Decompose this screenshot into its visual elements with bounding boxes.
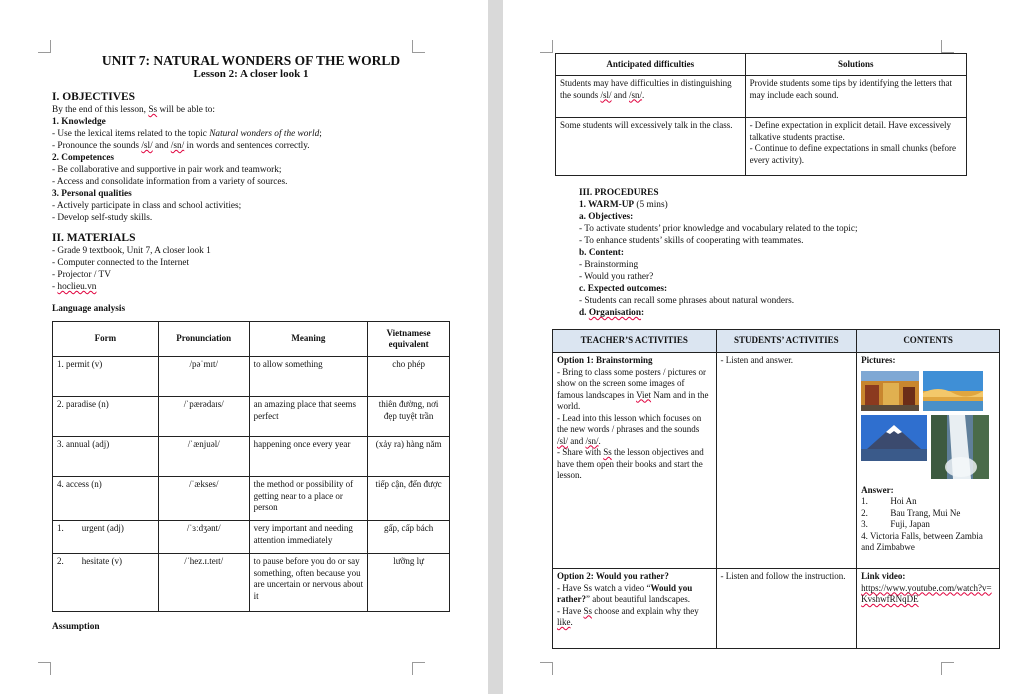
- column-header: STUDENTS’ ACTIVITIES: [716, 330, 857, 353]
- column-header: Solutions: [745, 54, 966, 76]
- table-row: [53, 477, 450, 521]
- form-cell: 4. access (n): [53, 477, 159, 521]
- competence-item: - Be collaborative and supportive in pair work and teamwork;: [52, 165, 282, 175]
- pronunciation-cell: /ˈhez.ɪ.teɪt/: [158, 554, 249, 612]
- vietnamese-cell: cho phép: [368, 357, 450, 397]
- answer-item: 4. Victoria Falls, between Zambia and Zimbabwe: [861, 530, 983, 552]
- meaning-cell: the method or possibility of getting near to a place or person: [249, 477, 368, 521]
- outcomes-subheading: c. Expected outcomes:: [579, 284, 668, 294]
- vietnamese-cell: gấp, cấp bách: [368, 521, 450, 554]
- pictures-label: Pictures:: [861, 355, 896, 365]
- meaning-cell: to allow something: [249, 357, 368, 397]
- knowledge-item: - Use the lexical items related to the topic Natural wonders of the world;: [52, 129, 322, 139]
- material-item: - hoclieu.vn: [52, 282, 97, 292]
- vietnamese-cell: lưỡng lự: [368, 554, 450, 612]
- difficulty-cell: Students may have difficulties in distinguishing the sounds /sl/ and /sn/.: [556, 76, 746, 118]
- language-analysis-table: [52, 321, 450, 612]
- left-page-content: [52, 53, 450, 633]
- meaning-cell: happening once every year: [249, 437, 368, 477]
- pronunciation-cell: /ˈækses/: [158, 477, 249, 521]
- table-header-row: [553, 330, 1000, 353]
- vietnamese-cell: tiếp cận, đến được: [368, 477, 450, 521]
- solution-cell: Provide students some tips by identifying the letters that may include each sound.: [745, 76, 966, 118]
- table-header-row: [53, 322, 450, 357]
- margin-corner-mark: [412, 40, 425, 53]
- column-header: Meaning: [249, 322, 368, 357]
- column-header: Form: [53, 322, 159, 357]
- margin-corner-mark: [540, 662, 553, 675]
- hoclieu-link[interactable]: hoclieu.vn: [57, 282, 97, 292]
- column-header: Vietnamese equivalent: [368, 322, 450, 357]
- solution-cell: - Define expectation in explicit detail. Have excessively talkative students practise. - Continue to define expectations in small chunks (before every activity).: [745, 118, 966, 176]
- column-header: Pronunciation: [158, 322, 249, 357]
- bau-trang-picture: [923, 371, 983, 411]
- meaning-cell: to pause before you do or say something, often because you are uncertain or nervous about it: [249, 554, 368, 612]
- margin-corner-mark: [941, 662, 954, 675]
- student-activity-cell: - Listen and answer.: [716, 353, 857, 569]
- outcome-item: - Students can recall some phrases about natural wonders.: [579, 296, 795, 306]
- fuji-picture: [861, 415, 927, 461]
- table-row: [53, 521, 450, 554]
- teacher-activity-cell: Option 2: Would you rather? - Have Ss watch a video “Would you rather?” about beautiful landscapes. - Have Ss choose and explain why they like.: [553, 569, 717, 649]
- margin-corner-mark: [412, 662, 425, 675]
- personal-qualities-heading: 3. Personal qualities: [52, 189, 132, 199]
- video-link[interactable]: https://www.youtube.com/watch?v=KvshwfRNqDE: [861, 582, 992, 604]
- knowledge-heading: 1. Knowledge: [52, 117, 106, 127]
- difficulty-cell: Some students will excessively talk in the class.: [556, 118, 746, 176]
- meaning-cell: an amazing place that seems perfect: [249, 397, 368, 437]
- vietnamese-cell: (xảy ra) hàng năm: [368, 437, 450, 477]
- material-item: - Grade 9 textbook, Unit 7, A closer look 1: [52, 246, 211, 256]
- student-activity-cell: - Listen and follow the instruction.: [716, 569, 857, 649]
- content-item: - Would you rather?: [579, 272, 654, 282]
- column-header: TEACHER’S ACTIVITIES: [553, 330, 717, 353]
- right-page-content: [552, 53, 992, 649]
- pronunciation-cell: /ˈænjuəl/: [158, 437, 249, 477]
- table-row: [553, 569, 1000, 649]
- material-item: - Projector / TV: [52, 270, 111, 280]
- materials-heading: II. MATERIALS: [52, 232, 136, 244]
- table-row: [556, 118, 967, 176]
- language-analysis-heading: Language analysis: [52, 304, 126, 314]
- pronunciation-cell: /ˈɜːdʒənt/: [158, 521, 249, 554]
- margin-corner-mark: [38, 40, 51, 53]
- answer-item: 2. Bau Trang, Mui Ne: [861, 507, 961, 518]
- form-cell: 1. urgent (adj): [53, 521, 159, 554]
- page-gutter: [488, 0, 503, 694]
- objectives-intro: By the end of this lesson, Ss will be able to:: [52, 105, 215, 115]
- form-cell: 1. permit (v): [53, 357, 159, 397]
- form-cell: 2. hesitate (v): [53, 554, 159, 612]
- pronunciation-cell: /pəˈmɪt/: [158, 357, 249, 397]
- form-cell: 2. paradise (n): [53, 397, 159, 437]
- answer-label: Answer:: [861, 484, 894, 495]
- table-row: [53, 554, 450, 612]
- pronunciation-cell: /ˈpærədaɪs/: [158, 397, 249, 437]
- contents-cell: [857, 569, 1000, 649]
- procedures-heading: III. PROCEDURES: [579, 188, 659, 198]
- material-item: - Computer connected to the Internet: [52, 258, 190, 268]
- objectives-subheading: a. Objectives:: [579, 212, 634, 222]
- teacher-activity-cell: Option 1: Brainstorming - Bring to class some posters / pictures or show on the screen some images of famous landscapes in Viet Nam and in the world. - Lead into this lesson which focuses on the new words / phrases and the sounds /sl/ and /sn/. - Share with Ss the lesson objectives and have them open their books and start the lesson.: [553, 353, 717, 569]
- personal-quality-item: - Develop self-study skills.: [52, 213, 153, 223]
- table-row: [556, 76, 967, 118]
- assumption-heading: Assumption: [52, 622, 100, 632]
- organisation-subheading: d. Organisation:: [579, 308, 645, 318]
- form-cell: 3. annual (adj): [53, 437, 159, 477]
- link-video-label: Link video:: [861, 571, 906, 581]
- personal-quality-item: - Actively participate in class and school activities;: [52, 201, 242, 211]
- unit-title: UNIT 7: NATURAL WONDERS OF THE WORLD: [101, 53, 401, 68]
- column-header: Anticipated difficulties: [556, 54, 746, 76]
- objectives-heading: I. OBJECTIVES: [52, 91, 136, 103]
- knowledge-item: - Pronounce the sounds /sl/ and /sn/ in words and sentences correctly.: [52, 141, 310, 151]
- difficulties-table: [555, 53, 967, 176]
- table-row: [53, 397, 450, 437]
- competences-heading: 2. Competences: [52, 153, 114, 163]
- content-subheading: b. Content:: [579, 248, 624, 258]
- objective-item: - To activate students’ prior knowledge and vocabulary related to the topic;: [579, 224, 858, 234]
- objective-item: - To enhance students’ skills of cooperating with teammates.: [579, 236, 804, 246]
- vietnamese-cell: thiên đường, nơi đẹp tuyệt trần: [368, 397, 450, 437]
- table-row: [553, 353, 1000, 569]
- table-row: [53, 437, 450, 477]
- margin-corner-mark: [540, 40, 553, 53]
- victoria-falls-picture: [931, 415, 989, 479]
- meaning-cell: very important and needing attention immediately: [249, 521, 368, 554]
- hoi-an-picture: [861, 371, 919, 411]
- lesson-title: Lesson 2: A closer look 1: [193, 68, 309, 80]
- answer-item: 1. Hoi An: [861, 496, 917, 506]
- warmup-heading: 1. WARM-UP (5 mins): [579, 200, 668, 210]
- pictures-grid: [861, 371, 995, 479]
- contents-cell: [857, 353, 1000, 569]
- activities-table: [552, 329, 1000, 649]
- competence-item: - Access and consolidate information from a variety of sources.: [52, 177, 288, 187]
- content-item: - Brainstorming: [579, 260, 639, 270]
- answer-item: 3. Fuji, Japan: [861, 519, 930, 529]
- table-row: [53, 357, 450, 397]
- column-header: CONTENTS: [857, 330, 1000, 353]
- margin-corner-mark: [38, 662, 51, 675]
- table-header-row: [556, 54, 967, 76]
- margin-corner-mark: [941, 40, 954, 53]
